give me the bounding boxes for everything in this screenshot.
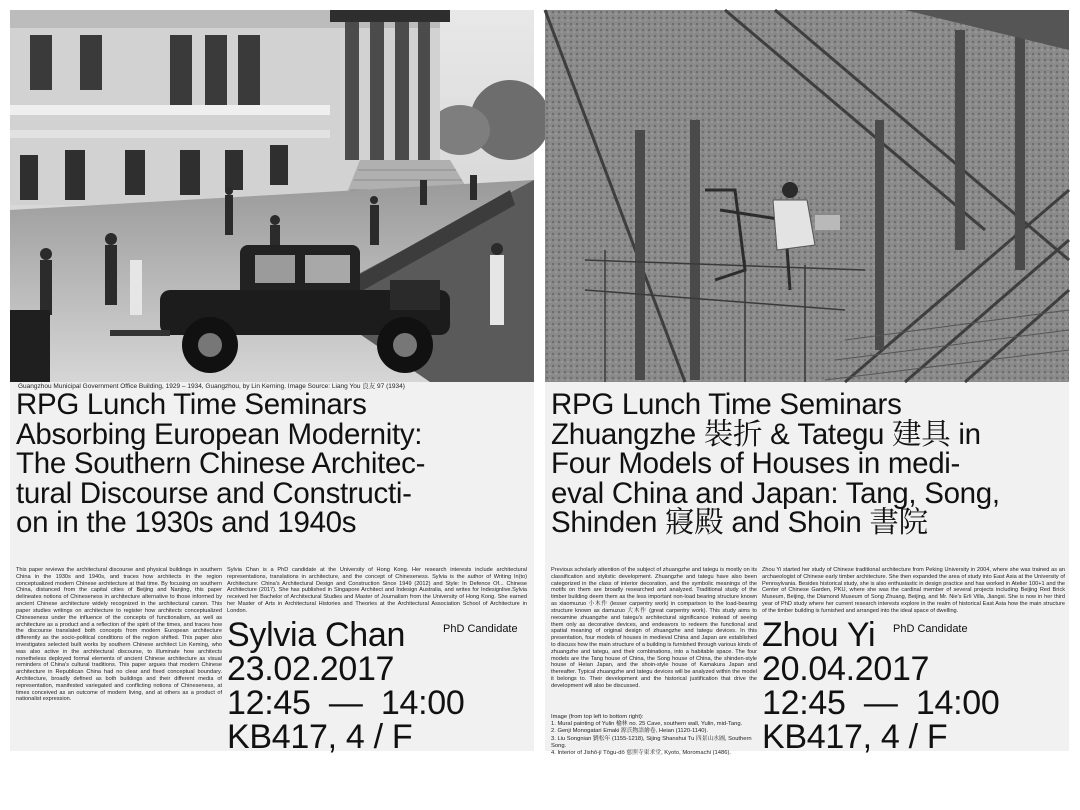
photo-caption: Guangzhou Municipal Government Office Building, 1929 – 1934, Guangzhou, by Lin Kerning. Image Source: Liang You 良友 97 (1934) xyxy=(18,383,405,390)
series-title: RPG Lunch Time Seminars xyxy=(551,388,902,421)
seminar-title xyxy=(551,390,1067,538)
seminar-title xyxy=(16,390,532,538)
speaker-name: Sylvia Chan xyxy=(227,616,406,654)
event-details xyxy=(227,618,464,754)
credit-item: 2. Genji Monogatari Emaki 源氏物語繪卷, Heian (1120-1140). xyxy=(551,728,709,735)
title-line: Absorbing European Modernity: xyxy=(16,417,423,451)
title-line: tural Discourse and Constructi- xyxy=(16,476,412,510)
credits-heading: Image (from top left to bottom right): xyxy=(551,714,644,720)
bio-paragraph: Zhou Yi started her study of Chinese traditional architecture from Peking University in 2004, where she was trained as an archaeologist of Chinese early timber architecture. She then expanded the area of study into East Asia at the University of Pennsylvania. Besides historical study, she is also enthusiastic in design practice and has worked in Atelier 100+1 and the Center of Chinese Garden, PKU, where she was the cardinal member of several projects including Beijing Red Brick Museum, Beijing, the Diamond Museum of Song Zhuang, Beijing, and Mr. Nie's Erli Villa, Jiangxi. She is now in her third year of PhD study where her current research interests explore in the realm of historical East Asia how the main structure of the timber building is furnished and arranged into the ideal space of dwelling. xyxy=(762,567,1065,614)
painting-detail-image xyxy=(545,10,1069,382)
speaker-bio xyxy=(762,567,1065,617)
bio-paragraph: Sylvia Chan is a PhD candidate at the University of Hong Kong. Her research interests include architectural representations, translations in architecture, and the concept of Chineseness. Sylvia is the author of Writing In(to) Architecture: China's Architectural Design and Construction Since 1949 (2012) and Style: In Defence Of... Chinese Architecture (2017). She has published in Singapore Architect and Indesign Australia, and writes for Indesignlive.Sylvia received her Bachelor of Architectural Studies and Master of Journalism from the University of Hong Kong. She earned her Master of Arts in Architectural Histories and Theories at the Architectural Association School of Architecture in London. xyxy=(227,567,527,614)
event-time: 12:45 — 14:00 xyxy=(227,684,465,722)
title-line: eval China and Japan: Tang, Song, xyxy=(551,476,1000,510)
event-date: 23.02.2017 xyxy=(227,650,395,688)
title-line: Four Models of Houses in medi- xyxy=(551,447,961,480)
title-line: Zhuangzhe 裝折 & Tategu 建具 in xyxy=(551,417,981,451)
image-credits xyxy=(551,714,756,757)
event-details xyxy=(762,618,999,754)
seminar-poster-right xyxy=(545,10,1069,757)
abstract-paragraph: This paper reviews the architectural discourse and physical buildings in southern China in the 1930s and 1940s, and traces how architects in the region conceptualized modern Chinese architecture at that time. By focusing on southern China, distanced from the capital cities of Beijing and Nanjing, this paper delineates notions of Chineseness in architecture alternative to those informed by ancient Chinese architecture widely recognized in the architectural canon. This paper studies writings on architecture to register how architects conceptualized Chineseness under the influence of the concepts of functionalism, as well as architecture as a product and a reflection of the spirit of the times, and traces how the discourse translated both concepts from modern European architecture differently as the socio-political conditions of the region shifted. This paper also investigates selected built works by southern Chinese architect Lin Keming, who was also active in the architectural discourse, to illuminate how architects nonetheless deployed formal elements of ancient Chinese architecture as visual reminders of China's cultural traditions. This paper argues that modern Chinese architecture in Republican China had no clear and fixed conceptual boundary. Architecture, broadly defined as both buildings and their different media of representation, manifested variegated and conflicting notions of Chineseness, at times conceived as an outcome of modern living, and at others as a product of nationalist expression. xyxy=(16,567,222,703)
speaker-role: PhD Candidate xyxy=(893,623,968,635)
abstract-paragraph: Previous scholarly attention of the subject of zhuangzhe and tategu is mostly on its classification and stylistic development. Zhuangzhe and tategu have also been categorized in the class of interior decoration, and the symbolic meanings of the motifs on them are broadly researched and analyzed. Traditional study of the timber building deem them as the less important non-load bearing structure known as xiaomuzuo 小木作 (lesser carpentry work) in comparison to the load-bearing structure known as damuzuo 大木作 (great carpentry work). This study aims to reexamine zhuangzhe and tategu's architectural significance instead of seeing them only as decorative devices, and endeavors to redeem the functional and spatial meaning of original design of zhuangzhe and tategu devices. In this presentation, four models of houses in medieval China and Japan are established to discuss how the main structure of a building is furnished through various kinds of zhuangzhe and tategu, and their combinations, into a habitable space. The four models are the Tang house of China, the Song house of China, the shinden-style house of Heian Japan, and the shoin-style house of Kamakura Japan and thereafter. Typical zhuangzhe and tategu devices will be analyzed within the model it belongs to. Their development and the historical justification that drive the development will also be discussed. xyxy=(551,567,757,689)
credit-item: 1. Mural painting of Yulin 榆林 no. 25 Cave, southern wall, Yulin, mid-Tang. xyxy=(551,721,743,728)
government-building-photo xyxy=(10,10,534,382)
title-line: The Southern Chinese Architec- xyxy=(16,447,426,480)
abstract-text xyxy=(551,567,757,690)
series-title: RPG Lunch Time Seminars xyxy=(16,388,367,421)
abstract-text xyxy=(16,567,222,703)
speaker-bio xyxy=(227,567,527,617)
speaker-role: PhD Candidate xyxy=(443,623,518,635)
speaker-name: Zhou Yi xyxy=(762,616,876,654)
title-line: on in the 1930s and 1940s xyxy=(16,506,357,539)
credit-item: 3. Liu Songnian 劉松年 (1155-1218), Sijing Shanshui Tu 四景山水圖, Southern Song. xyxy=(551,735,752,749)
credit-item: 4. Interior of Jishō-ji Tōgu-dō 慈照寺東求堂, Kyoto, Moromachi (1486). xyxy=(551,750,731,757)
event-time: 12:45 — 14:00 xyxy=(762,684,1000,722)
title-line: Shinden 寢殿 and Shoin 書院 xyxy=(551,506,928,539)
event-venue: KB417, 4 / F xyxy=(227,718,413,756)
event-date: 20.04.2017 xyxy=(762,650,930,688)
seminar-poster-left xyxy=(10,10,534,756)
event-venue: KB417, 4 / F xyxy=(762,718,948,756)
